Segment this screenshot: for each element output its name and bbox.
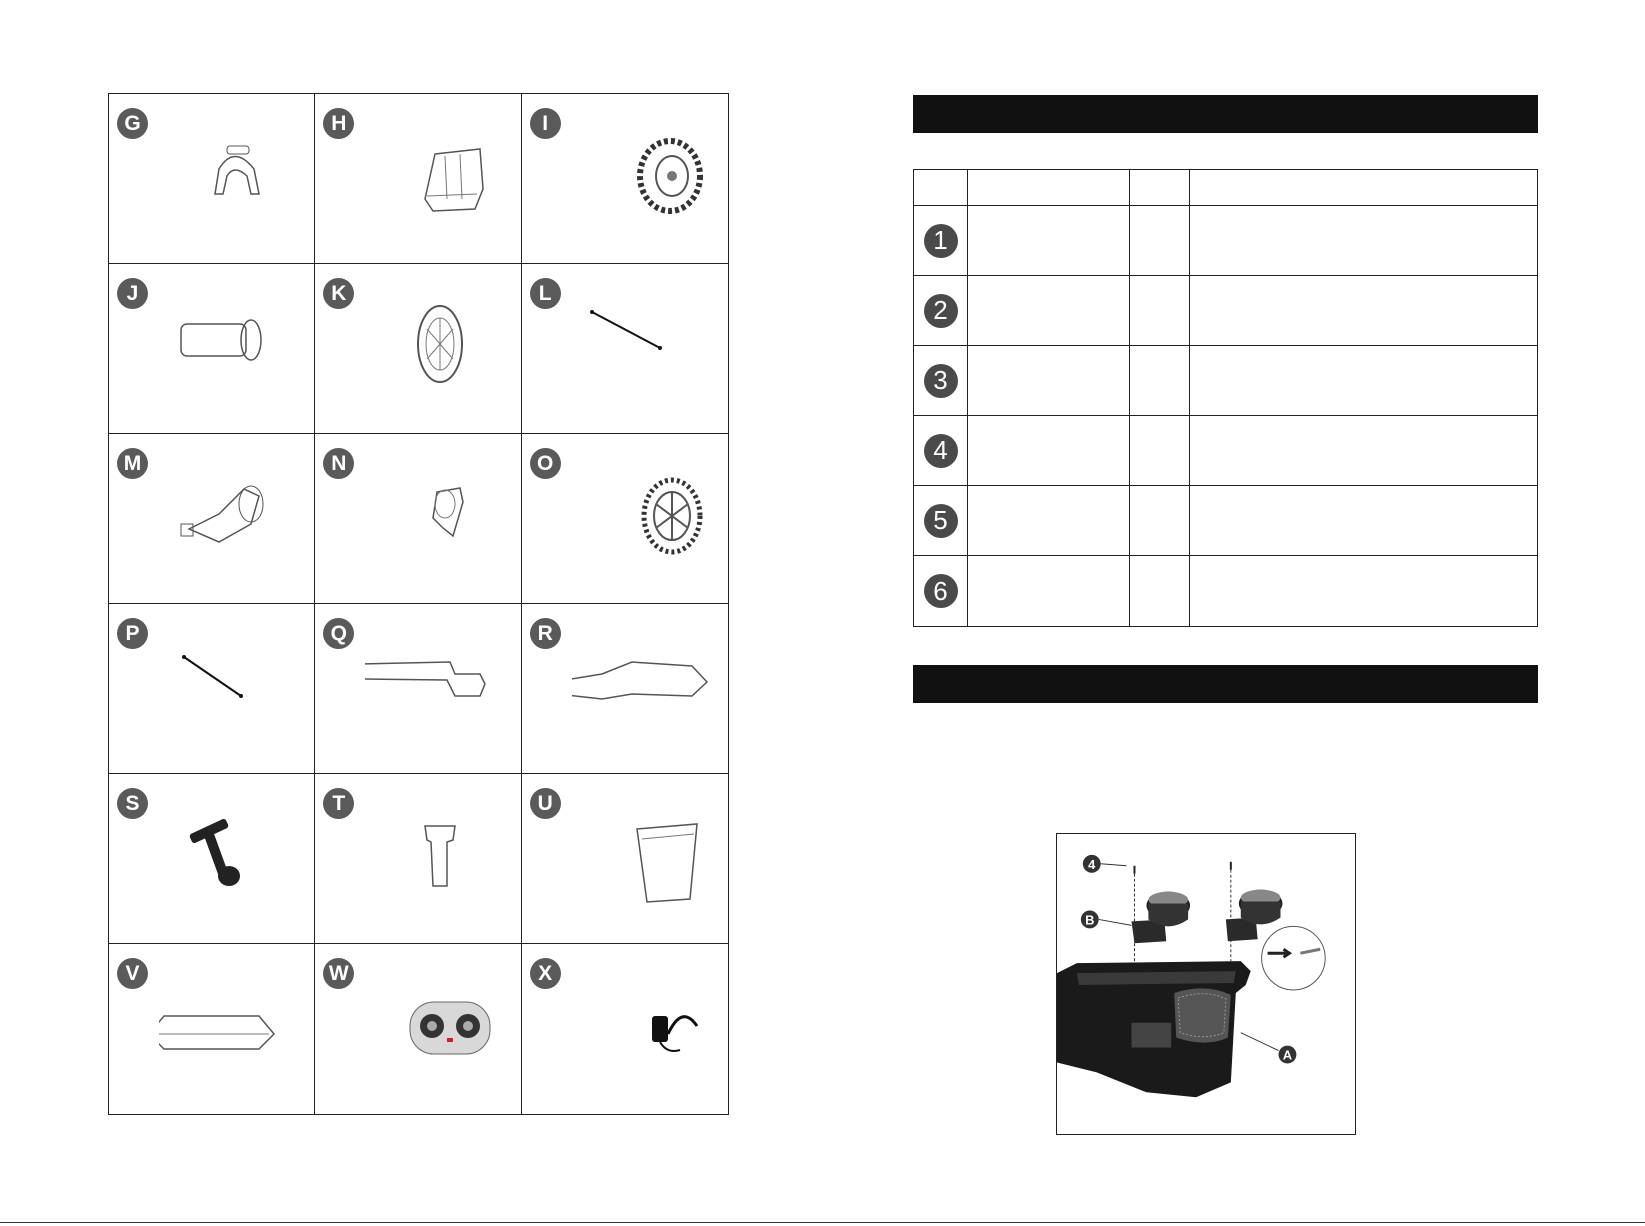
- front-wheel-icon: [572, 454, 722, 584]
- part-letter-badge: O: [530, 448, 561, 479]
- part-letter-badge: Q: [323, 618, 354, 649]
- part-letter-badge: J: [117, 278, 148, 309]
- part-cell-m: [109, 434, 315, 604]
- seat-back-frame-icon: [159, 114, 309, 244]
- part-letter-badge: H: [323, 108, 354, 139]
- remote-control-icon: [365, 964, 515, 1094]
- callout-screw: 4: [1088, 856, 1096, 872]
- part-letter-badge: R: [530, 618, 561, 649]
- part-cell-s: [109, 774, 315, 944]
- key-wrench-icon: [159, 794, 309, 924]
- step-number-badge: 6: [924, 574, 958, 608]
- part-letter-badge: G: [117, 108, 148, 139]
- part-cell-j: [109, 264, 315, 434]
- part-letter-badge: S: [117, 788, 148, 819]
- basket-icon: [572, 794, 722, 924]
- seat-icon: [365, 114, 515, 244]
- charger-adapter-icon: [572, 964, 722, 1094]
- chassis-bracket-icon: [572, 624, 722, 754]
- step-number-badge: 5: [924, 504, 958, 538]
- part-cell-x: [522, 944, 728, 1114]
- part-letter-badge: L: [530, 278, 561, 309]
- part-cell-i: [522, 94, 728, 264]
- section-header-bar: [913, 95, 1538, 133]
- part-cell-p: [109, 604, 315, 774]
- part-cell-k: [315, 264, 521, 434]
- step-number-badge: 2: [924, 294, 958, 328]
- part-cell-h: [315, 94, 521, 264]
- part-cell-r: [522, 604, 728, 774]
- part-cell-o: [522, 434, 728, 604]
- short-axle-rod-icon: [159, 624, 309, 754]
- part-letter-badge: X: [530, 958, 561, 989]
- part-letter-badge: W: [323, 958, 354, 989]
- long-axle-rod-icon: [572, 284, 722, 414]
- part-letter-badge: K: [323, 278, 354, 309]
- step-number-badge: 4: [924, 434, 958, 468]
- part-cell-l: [522, 264, 728, 434]
- parts-grid: [108, 93, 729, 1115]
- section-header-bar: [913, 665, 1538, 703]
- part-letter-badge: N: [323, 448, 354, 479]
- roof-cover-icon: [159, 964, 309, 1094]
- part-cell-w: [315, 944, 521, 1114]
- part-cell-t: [315, 774, 521, 944]
- screw-post-icon: [365, 794, 515, 924]
- part-letter-badge: U: [530, 788, 561, 819]
- part-cell-u: [522, 774, 728, 944]
- page-bottom-rule: [0, 1222, 1645, 1223]
- table-row: [914, 206, 1537, 276]
- part-cell-g: [109, 94, 315, 264]
- part-letter-badge: P: [117, 618, 148, 649]
- footrest-bracket-icon: [365, 624, 515, 754]
- part-letter-badge: T: [323, 788, 354, 819]
- light-assembly-diagram-icon: [1056, 833, 1356, 1135]
- gear-cap-icon: [365, 454, 515, 584]
- steps-table: [913, 169, 1538, 627]
- step-number-badge: 1: [924, 224, 958, 258]
- part-letter-badge: V: [117, 958, 148, 989]
- step-number-badge: 3: [924, 364, 958, 398]
- part-letter-badge: I: [530, 108, 561, 139]
- part-cell-v: [109, 944, 315, 1114]
- steering-arm-icon: [159, 454, 309, 584]
- part-cell-q: [315, 604, 521, 774]
- part-letter-badge: M: [117, 448, 148, 479]
- callout-bracket: B: [1085, 912, 1095, 928]
- table-row: [914, 346, 1537, 416]
- wheel-hub-icon: [365, 284, 515, 414]
- axle-sleeve-icon: [159, 284, 309, 414]
- callout-body: A: [1282, 1047, 1293, 1063]
- table-header-row: [914, 170, 1537, 206]
- part-cell-n: [315, 434, 521, 604]
- rear-wheel-icon: [572, 114, 722, 244]
- table-row: [914, 556, 1537, 626]
- table-row: [914, 416, 1537, 486]
- table-row: [914, 276, 1537, 346]
- table-row: [914, 486, 1537, 556]
